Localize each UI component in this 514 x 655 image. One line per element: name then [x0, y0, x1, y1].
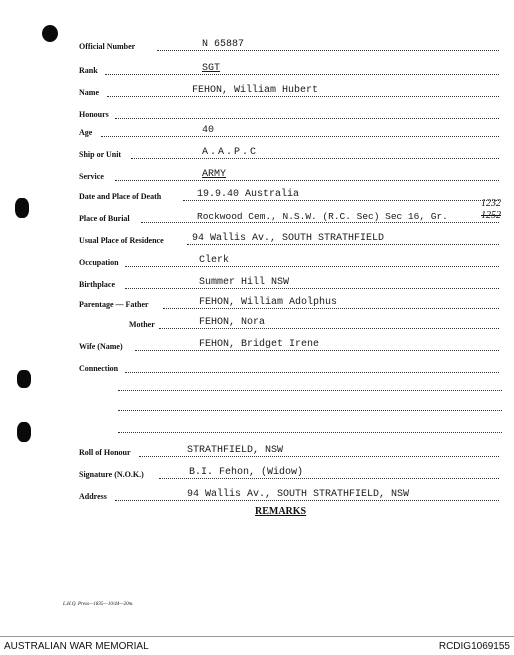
- field-label: Parentage — Father: [79, 300, 149, 309]
- ship-or-unit-value: A.A.P.C: [202, 147, 259, 158]
- footer-bar: [0, 636, 514, 655]
- signature-value: B.I. Fehon, (Widow): [189, 467, 304, 478]
- occupation-value: Clerk: [199, 255, 230, 266]
- footer-record-id: RCDIG1069155: [438, 641, 510, 652]
- death-row: [79, 188, 499, 202]
- field-label: Wife (Name): [79, 342, 123, 351]
- field-label: Birthplace: [79, 280, 115, 289]
- connection-row: [79, 360, 499, 374]
- age-row: [79, 124, 499, 138]
- field-label: Official Number: [79, 42, 136, 51]
- father-row: [79, 296, 499, 310]
- address-row: [79, 488, 499, 502]
- roll-of-honour-row: [79, 444, 499, 458]
- residence-row: [79, 232, 499, 246]
- official-number-value: N 65887: [202, 39, 245, 50]
- service-row: [79, 168, 499, 182]
- service-value: ARMY: [202, 169, 227, 180]
- field-label: Place of Burial: [79, 214, 130, 223]
- occupation-row: [79, 254, 499, 268]
- grave-number-correction: 1232: [481, 198, 501, 209]
- burial-row: [79, 210, 499, 224]
- wife-value: FEHON, Bridget Irene: [199, 339, 320, 350]
- connection-line: [118, 432, 502, 433]
- rank-row: [79, 62, 499, 76]
- name-row: [79, 84, 499, 98]
- connection-line: [118, 390, 502, 391]
- field-label: Ship or Unit: [79, 150, 122, 159]
- binding-mark: [17, 370, 31, 388]
- roll-of-honour-value: STRATHFIELD, NSW: [187, 445, 284, 456]
- binding-mark: [15, 198, 29, 218]
- printer-imprint: L.H.Q. Press—1835—10/44—20m.: [63, 602, 134, 607]
- birthplace-value: Summer Hill NSW: [199, 277, 290, 288]
- field-label: Roll of Honour: [79, 448, 131, 457]
- burial-value: Rockwood Cem., N.S.W. (R.C. Sec) Sec 16, Gr.: [197, 211, 448, 222]
- birthplace-row: [79, 276, 499, 290]
- field-label: Occupation: [79, 258, 119, 267]
- connection-line: [118, 410, 502, 411]
- rank-value: SGT: [202, 63, 221, 74]
- field-label: Date and Place of Death: [79, 192, 162, 201]
- mother-row: [79, 316, 499, 330]
- death-value: 19.9.40 Australia: [197, 189, 300, 200]
- field-label: Usual Place of Residence: [79, 236, 164, 245]
- remarks-heading: REMARKS: [255, 506, 307, 517]
- field-label: Age: [79, 128, 93, 137]
- ship-or-unit-row: [79, 146, 499, 160]
- field-label: Name: [79, 88, 99, 97]
- official-number-row: [79, 38, 499, 52]
- grave-number-original: 1252: [481, 210, 501, 221]
- field-label: Mother: [129, 320, 155, 329]
- name-value: FEHON, William Hubert: [192, 85, 319, 96]
- mother-value: FEHON, Nora: [199, 317, 266, 328]
- field-label: Connection: [79, 364, 119, 373]
- age-value: 40: [202, 125, 215, 136]
- punch-hole: [42, 25, 58, 42]
- field-label: Honours: [79, 110, 109, 119]
- field-label: Signature (N.O.K.): [79, 470, 144, 479]
- father-value: FEHON, William Adolphus: [199, 297, 338, 308]
- footer-institution: AUSTRALIAN WAR MEMORIAL: [4, 641, 149, 652]
- field-label: Service: [79, 172, 104, 181]
- binding-mark: [17, 422, 31, 442]
- residence-value: 94 Wallis Av., SOUTH STRATHFIELD: [192, 233, 385, 244]
- honours-row: [79, 106, 499, 120]
- wife-row: [79, 338, 499, 352]
- address-value: 94 Wallis Av., SOUTH STRATHFIELD, NSW: [187, 489, 410, 500]
- field-label: Rank: [79, 66, 98, 75]
- field-label: Address: [79, 492, 107, 501]
- signature-row: [79, 466, 499, 480]
